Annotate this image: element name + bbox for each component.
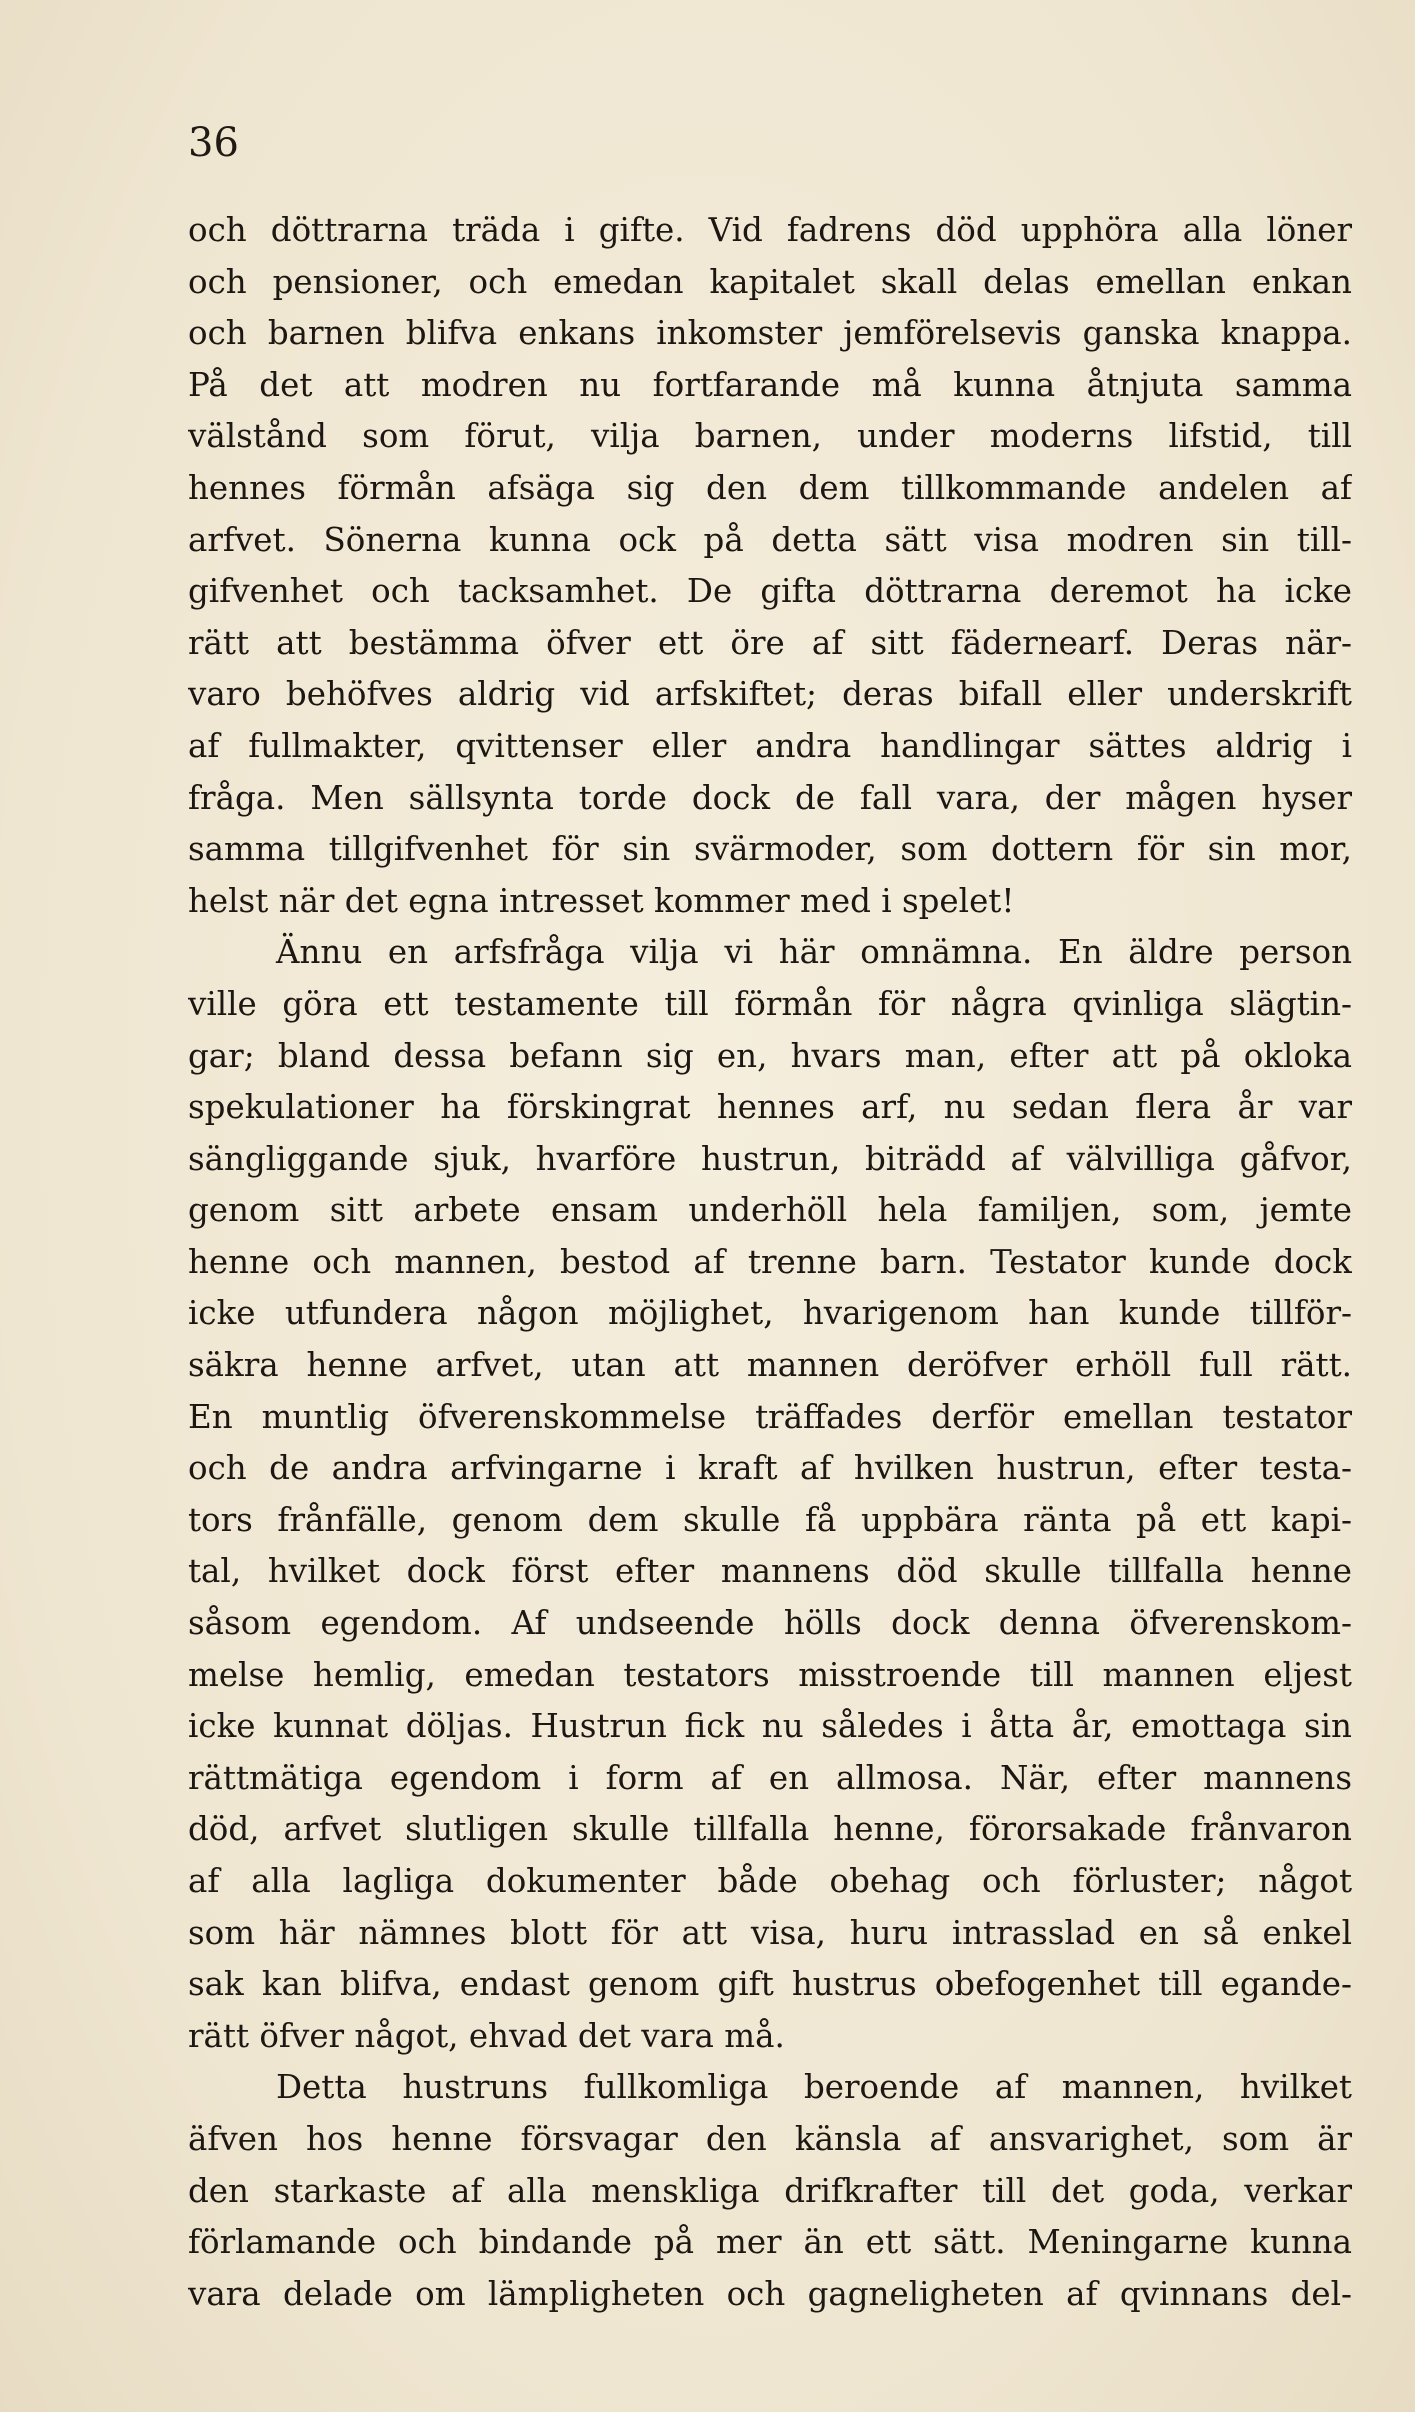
text-line: icke kunnat döljas. Hustrun fick nu således i åtta år, emottaga sin bbox=[188, 1707, 1352, 1746]
text-line: samma tillgifvenhet för sin svärmoder, som dottern för sin mor, bbox=[188, 830, 1352, 869]
text-line: säkra henne arfvet, utan att mannen deröfver erhöll full rätt. bbox=[188, 1346, 1352, 1385]
text-line: varo behöfves aldrig vid arfskiftet; deras bifall eller underskrift bbox=[188, 675, 1352, 714]
text-line: Ännu en arfsfråga vilja vi här omnämna. En äldre person bbox=[276, 933, 1352, 972]
text-line: fråga. Men sällsynta torde dock de fall vara, der mågen hyser bbox=[188, 778, 1352, 817]
text-line: af fullmakter, qvittenser eller andra handlingar sättes aldrig i bbox=[188, 726, 1352, 765]
text-line: icke utfundera någon möjlighet, hvarigenom han kunde tillför- bbox=[188, 1294, 1352, 1333]
text-line: äfven hos henne försvagar den känsla af ansvarighet, som är bbox=[188, 2119, 1352, 2158]
text-line: gar; bland dessa befann sig en, hvars man, efter att på okloka bbox=[188, 1036, 1352, 1075]
text-line: och pensioner, och emedan kapitalet skall delas emellan enkan bbox=[188, 262, 1352, 301]
text-line: rätt öfver något, ehvad det vara må. bbox=[188, 2016, 785, 2055]
text-line: genom sitt arbete ensam underhöll hela familjen, som, jemte bbox=[188, 1191, 1352, 1230]
text-line: ville göra ett testamente till förmån för några qvinliga slägtin- bbox=[188, 984, 1352, 1023]
text-line: tal, hvilket dock först efter mannens död skulle tillfalla henne bbox=[188, 1552, 1352, 1591]
text-line: död, arfvet slutligen skulle tillfalla henne, förorsakade frånvaron bbox=[188, 1810, 1352, 1849]
text-line: af alla lagliga dokumenter både obehag och förluster; något bbox=[188, 1862, 1352, 1900]
text-line: sak kan blifva, endast genom gift hustrus obefogenhet till egande- bbox=[188, 1965, 1352, 2004]
body-text bbox=[188, 205, 1352, 2320]
text-line: rätt att bestämma öfver ett öre af sitt fädernearf. Deras när- bbox=[188, 623, 1352, 662]
text-line: tors frånfälle, genom dem skulle få uppbära ränta på ett kapi- bbox=[188, 1500, 1352, 1539]
text-line: vara delade om lämpligheten och gagneligheten af qvinnans del- bbox=[188, 2274, 1352, 2313]
text-line: och döttrarna träda i gifte. Vid fadrens död upphöra alla löner bbox=[188, 211, 1352, 249]
text-line: den starkaste af alla menskliga drifkrafter till det goda, verkar bbox=[188, 2171, 1352, 2210]
paragraph bbox=[188, 2062, 1352, 2320]
text-line: spekulationer ha förskingrat hennes arf, nu sedan flera år var bbox=[188, 1088, 1352, 1127]
text-line: På det att modren nu fortfarande må kunna åtnjuta samma bbox=[188, 365, 1352, 404]
text-line: rättmätiga egendom i form af en allmosa. När, efter mannens bbox=[188, 1758, 1352, 1797]
text-line: och barnen blifva enkans inkomster jemförelsevis ganska knappa. bbox=[188, 314, 1352, 353]
text-line: arfvet. Sönerna kunna ock på detta sätt visa modren sin till- bbox=[188, 520, 1352, 559]
paragraph bbox=[188, 205, 1352, 927]
text-line: förlamande och bindande på mer än ett sätt. Meningarne kunna bbox=[188, 2223, 1352, 2262]
text-line: henne och mannen, bestod af trenne barn. Testator kunde dock bbox=[188, 1242, 1352, 1281]
text-line: såsom egendom. Af undseende hölls dock denna öfverenskom- bbox=[188, 1604, 1352, 1643]
text-line: melse hemlig, emedan testators misstroende till mannen eljest bbox=[188, 1655, 1352, 1694]
text-line: välstånd som förut, vilja barnen, under moderns lifstid, till bbox=[188, 417, 1352, 456]
text-line: som här nämnes blott för att visa, huru intrasslad en så enkel bbox=[188, 1913, 1352, 1952]
page-number: 36 bbox=[188, 120, 239, 166]
text-line: En muntlig öfverenskommelse träffades derför emellan testator bbox=[188, 1397, 1352, 1436]
text-line: helst när det egna intresset kommer med i spelet! bbox=[188, 881, 1015, 920]
text-line: gifvenhet och tacksamhet. De gifta döttrarna deremot ha icke bbox=[188, 572, 1352, 611]
text-line: sängliggande sjuk, hvarföre hustrun, biträdd af välvilliga gåfvor, bbox=[188, 1139, 1352, 1178]
text-line: Detta hustruns fullkomliga beroende af mannen, hvilket bbox=[276, 2068, 1352, 2107]
text-line: och de andra arfvingarne i kraft af hvilken hustrun, efter testa- bbox=[188, 1449, 1352, 1488]
text-line: hennes förmån afsäga sig den dem tillkommande andelen af bbox=[188, 468, 1352, 507]
paragraph bbox=[188, 927, 1352, 2062]
